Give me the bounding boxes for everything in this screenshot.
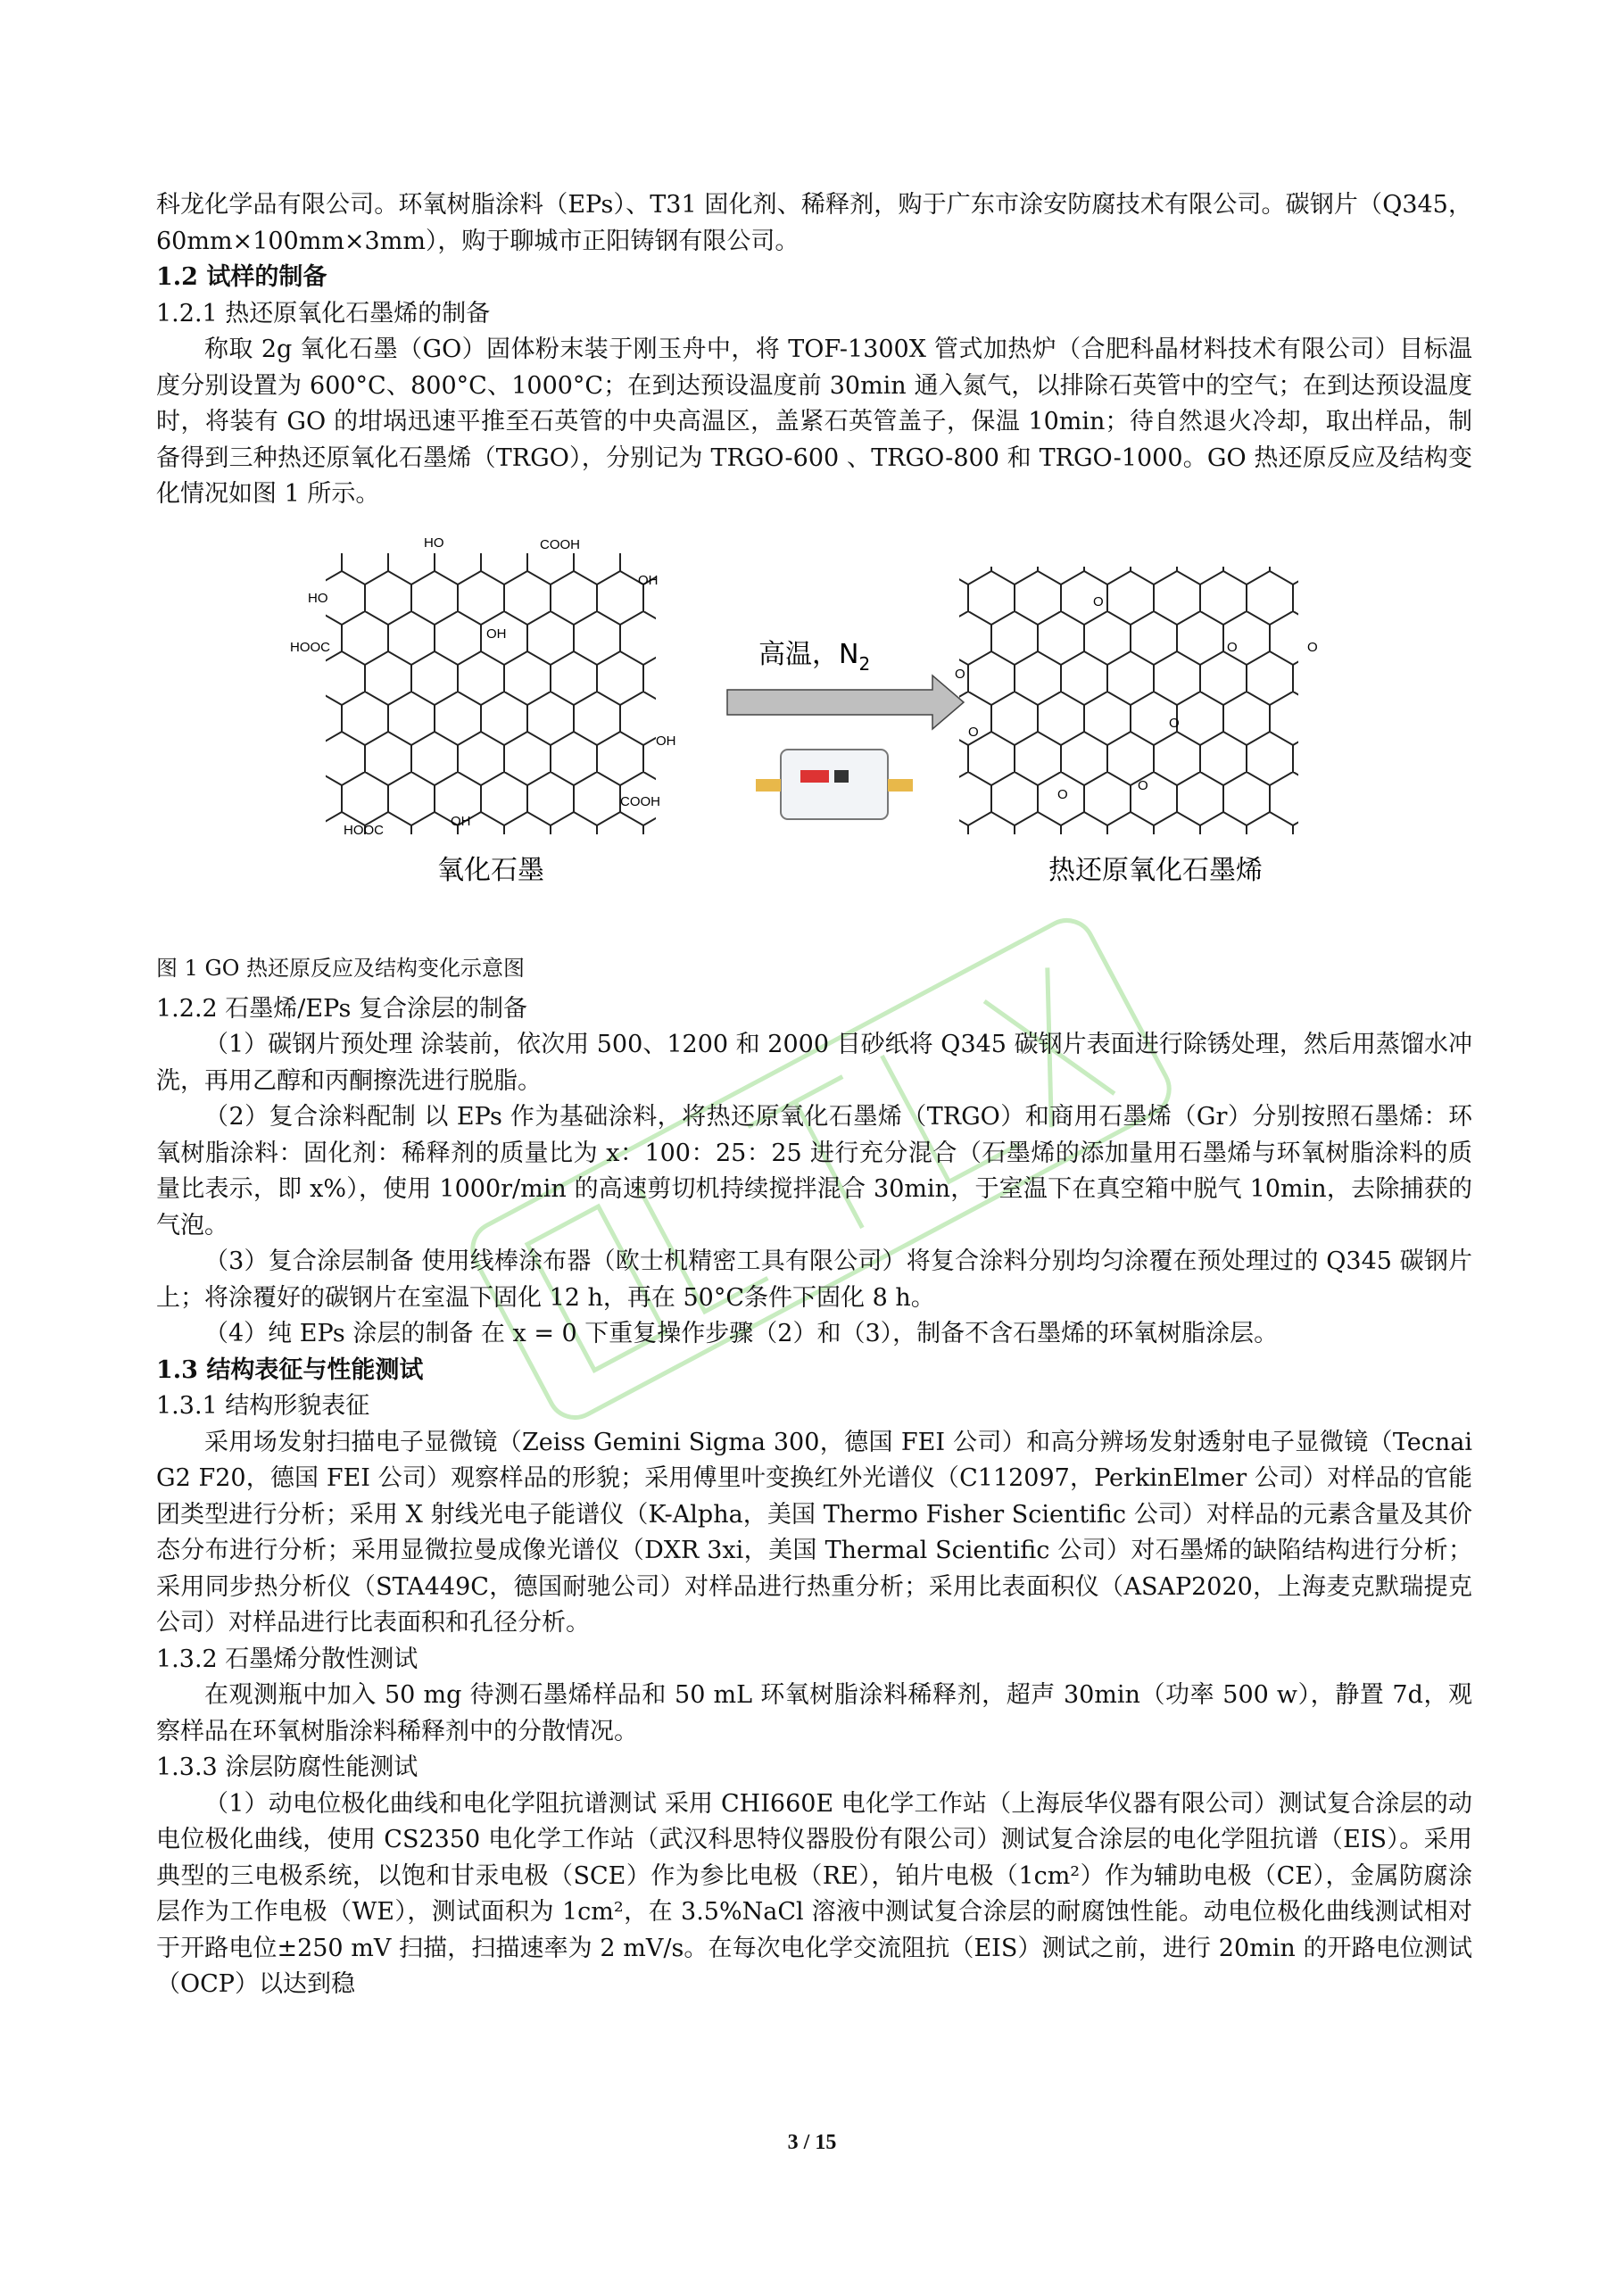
group-label: O <box>1307 639 1318 655</box>
group-label: O <box>1138 777 1148 793</box>
group-label: O <box>955 666 965 682</box>
section-heading-1-3: 1.3 结构表征与性能测试 <box>156 1355 424 1384</box>
group-label: O <box>1057 786 1068 802</box>
figure-1 <box>156 531 1472 950</box>
subsection-heading-1-2-2: 1.2.2 石墨烯/EPs 复合涂层的制备 <box>156 994 527 1023</box>
tube-furnace-icon <box>756 750 913 819</box>
group-label: COOH <box>540 536 580 552</box>
group-label: OH <box>656 733 676 749</box>
paragraph: （2）复合涂料配制 以 EPs 作为基础涂料，将热还原氧化石墨烯（TRGO）和商用石墨烯（Gr）分别按照石墨烯：环氧树脂涂料：固化剂：稀释剂的质量比为 x：100：25：25 进行充分混合（石墨烯的添加量用石墨烯与环氧树脂涂料的质量比表示，即 x%），使用 1000r/min 的高速剪切机持续搅拌混合 30min，于室温下在真空箱中脱气 10min，去除捕获的气泡。 <box>156 1103 1472 1239</box>
group-label: O <box>1093 593 1104 609</box>
group-label: HO <box>424 535 444 551</box>
group-label: HO <box>308 590 328 606</box>
subsection-heading-1-3-1: 1.3.1 结构形貌表征 <box>156 1392 370 1420</box>
group-label: OH <box>451 813 471 829</box>
group-label: OH <box>486 626 507 642</box>
paragraph: （4）纯 EPs 涂层的制备 在 x = 0 下重复操作步骤（2）和（3），制备不含石墨烯的环氧树脂涂层。 <box>204 1320 1279 1347</box>
section-heading-1-2: 1.2 试样的制备 <box>156 263 327 291</box>
reaction-arrow <box>727 639 964 729</box>
group-label: HOOC <box>290 639 330 655</box>
paragraph: 采用场发射扫描电子显微镜（Zeiss Gemini Sigma 300，德国 FEI 公司）和高分辨场发射透射电子显微镜（Tecnai G2 F20，德国 FEI 公司）观察样品的形貌；采用傅里叶变换红外光谱仪（C112097，PerkinElmer 公司）对样品的官能团类型进行分析；采用 X 射线光电子能谱仪（K-Alpha，美国 Thermo Fisher Scientific 公司）对样品的元素含量及其价态分布进行分析；采用显微拉曼成像光谱仪（DXR 3xi，美国 Thermal Scientific 公司）对石墨烯的缺陷结构进行分析；采用同步热分析仪（STA449C，德国耐驰公司）对样品进行热重分析；采用比表面积仪（ASAP2020，上海麦克默瑞提克公司）对样品进行比表面积和孔径分析。 <box>156 1428 1473 1637</box>
figure-caption: 图 1 GO 热还原反应及结构变化示意图 <box>156 955 526 981</box>
right-structure-label: 热还原氧化石墨烯 <box>1048 854 1263 886</box>
reduced-graphene-oxide-structure <box>955 567 1318 834</box>
paragraph: （1）碳钢片预处理 涂装前，依次用 500、1200 和 2000 目砂纸将 Q345 碳钢片表面进行除锈处理，然后用蒸馏水冲洗，再用乙醇和丙酮擦洗进行脱脂。 <box>156 1031 1472 1095</box>
figure-1-diagram <box>156 531 1472 950</box>
group-label: O <box>968 724 979 740</box>
paragraph: （3）复合涂层制备 使用线棒涂布器（欧士机精密工具有限公司）将复合涂料分别均匀涂覆在预处理过的 Q345 碳钢片上；将涂覆好的碳钢片在室温下固化 12 h，再在 50°C条件下固化 8 h。 <box>156 1247 1472 1312</box>
subsection-heading-1-3-2: 1.3.2 石墨烯分散性测试 <box>156 1645 418 1673</box>
group-label: OH <box>638 572 659 588</box>
subsection-heading-1-2-1: 1.2.1 热还原氧化石墨烯的制备 <box>156 299 491 327</box>
arrow-label: 高温，$N_2$ <box>758 638 871 675</box>
paragraph: （1）动电位极化曲线和电化学阻抗谱测试 采用 CHI660E 电化学工作站（上海辰华仪器有限公司）测试复合涂层的动电位极化曲线，使用 CS2350 电化学工作站（武汉科思特仪器股份有限公司）测试复合涂层的电化学阻抗谱（EIS）。采用典型的三电极系统，以饱和甘汞电极（SCE）作为参比电极（RE），铂片电极（1cm²）作为辅助电极（CE），金属防腐涂层作为工作电极（WE），测试面积为 1cm²，在 3.5%NaCl 溶液中测试复合涂层的耐腐蚀性能。动电位极化曲线测试相对于开路电位±250 mV 扫描，扫描速率为 2 mV/s。在每次电化学交流阻抗（EIS）测试之前，进行 20min 的开路电位测试（OCP）以达到稳 <box>156 1789 1472 1998</box>
group-label: COOH <box>620 793 660 809</box>
paragraph: 在观测瓶中加入 50 mg 待测石墨烯样品和 50 mL 环氧树脂涂料稀释剂，超声 30min（功率 500 w），静置 7d，观察样品在环氧树脂涂料稀释剂中的分散情况。 <box>156 1681 1472 1745</box>
page-number: 3 / 15 <box>787 2131 837 2154</box>
group-label: O <box>1227 639 1238 655</box>
left-structure-label: 氧化石墨 <box>437 854 544 886</box>
paragraph: 称取 2g 氧化石墨（GO）固体粉末装于刚玉舟中，将 TOF-1300X 管式加热炉（合肥科晶材料技术有限公司）目标温度分别设置为 600°C、800°C、1000°C；在到达预设温度前 30min 通入氮气，以排除石英管中的空气；在到达预设温度时，将装有 GO 的坩埚迅速平推至石英管的中央高温区，盖紧石英管盖子，保温 10min；待自然退火冷却，取出样品，制备得到三种热还原氧化石墨烯（TRGO），分别记为 TRGO-600 、TRGO-800 和 TRGO-1000。GO 热还原反应及结构变化情况如图 1 所示。 <box>156 336 1472 508</box>
group-label: HOOC <box>344 822 384 838</box>
subsection-heading-1-3-3: 1.3.3 涂层防腐性能测试 <box>156 1753 418 1781</box>
group-label: O <box>1169 715 1180 731</box>
paragraph: 科龙化学品有限公司。环氧树脂涂料（EPs）、T31 固化剂、稀释剂，购于广东市涂安防腐技术有限公司。碳钢片（Q345，60mm×100mm×3mm），购于聊城市正阳铸钢有限公司。 <box>156 191 1472 255</box>
graphene-oxide-structure <box>290 535 676 838</box>
